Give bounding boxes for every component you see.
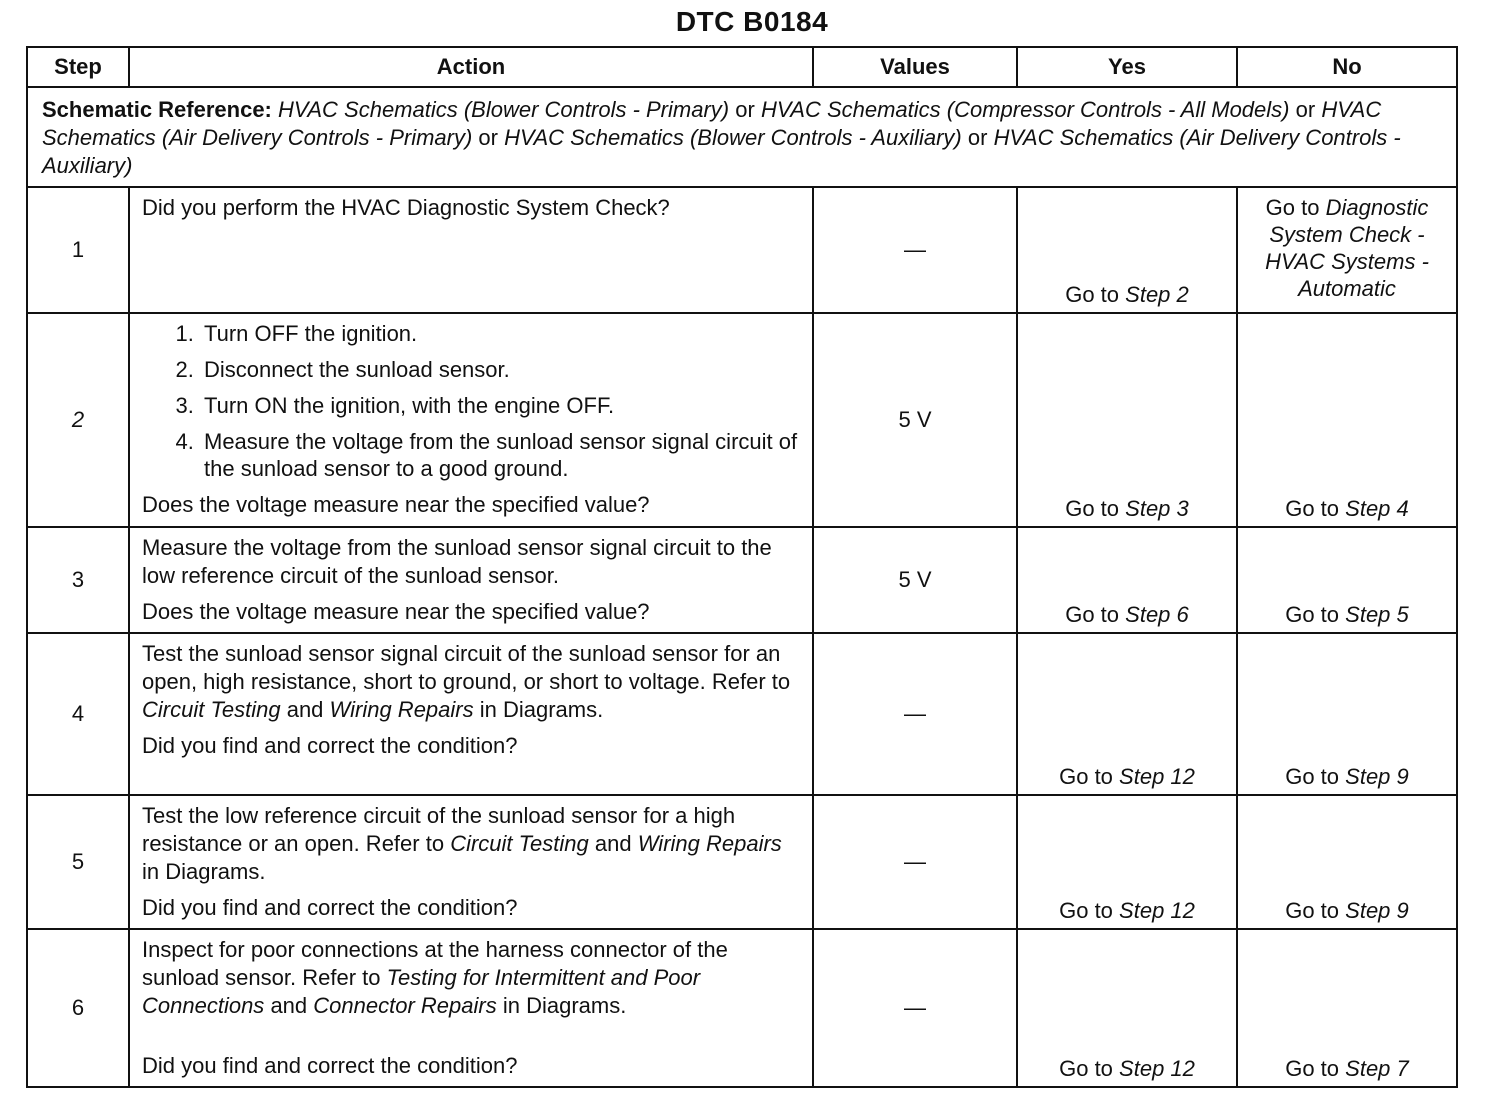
header-values: Values xyxy=(813,47,1017,87)
reference-link[interactable]: Wiring Repairs xyxy=(637,831,782,856)
reference-link[interactable]: Wiring Repairs xyxy=(329,697,474,722)
table-row-step-1 xyxy=(27,187,1457,313)
action-cell xyxy=(129,527,813,633)
schematic-link[interactable]: HVAC Schematics (Blower Controls - Auxiliary) xyxy=(504,125,962,150)
substep-list xyxy=(142,320,800,482)
schematic-link[interactable]: HVAC Schematics (Air Delivery Controls - Primary) xyxy=(42,97,1382,150)
no-cell: Go to Step 4 xyxy=(1237,313,1457,527)
step-number: 4 xyxy=(27,633,129,795)
yes-link[interactable]: Step 6 xyxy=(1125,602,1189,627)
action-text: Measure the voltage from the sunload sensor signal circuit to the low reference circuit of the sunload sensor. xyxy=(142,535,772,588)
action-question: Does the voltage measure near the specified value? xyxy=(142,492,650,517)
yes-link[interactable]: Step 12 xyxy=(1119,764,1195,789)
yes-link[interactable]: Step 12 xyxy=(1119,898,1195,923)
action-cell xyxy=(129,633,813,795)
action-question: Did you find and correct the condition? xyxy=(142,1053,518,1078)
yes-cell: Go to Step 6 xyxy=(1017,527,1237,633)
document-title: DTC B0184 xyxy=(675,6,829,37)
no-link[interactable]: Step 5 xyxy=(1345,602,1409,627)
action-text: Test the low reference circuit of the sunload sensor for a high resistance or an open. Refer to Circuit Testing and Wiring Repairs in Diagrams. xyxy=(142,803,782,884)
schematic-reference-label: Schematic Reference: xyxy=(42,97,272,122)
substep: 1. Turn OFF the ignition. xyxy=(200,320,800,347)
yes-cell: Go to Step 2 xyxy=(1017,187,1237,313)
table-row-step-6 xyxy=(27,929,1457,1087)
no-cell: Go to Diagnostic System Check - HVAC Systems - Automatic xyxy=(1237,187,1457,313)
spacer xyxy=(142,1020,800,1044)
action-question: Did you perform the HVAC Diagnostic System Check? xyxy=(142,195,670,220)
action-question: Did you find and correct the condition? xyxy=(142,895,518,920)
table-row-step-3 xyxy=(27,527,1457,633)
no-link[interactable]: Step 9 xyxy=(1345,898,1409,923)
table-row-step-4 xyxy=(27,633,1457,795)
reference-link[interactable]: Testing for Intermittent and Poor Connections xyxy=(142,965,701,1018)
schematic-link[interactable]: HVAC Schematics (Blower Controls - Primary) xyxy=(278,97,730,122)
reference-link[interactable]: Circuit Testing xyxy=(450,831,589,856)
schematic-link[interactable]: HVAC Schematics (Air Delivery Controls - Auxiliary) xyxy=(42,125,1401,178)
action-question: Does the voltage measure near the specified value? xyxy=(142,599,650,624)
no-link[interactable]: Diagnostic System Check - HVAC Systems - Automatic xyxy=(1265,195,1429,301)
no-cell: Go to Step 7 xyxy=(1237,929,1457,1087)
step-number: 5 xyxy=(27,795,129,929)
no-link[interactable]: Step 7 xyxy=(1345,1056,1409,1081)
table-row-step-2 xyxy=(27,313,1457,527)
step-number: 6 xyxy=(27,929,129,1087)
substep: 2. Disconnect the sunload sensor. xyxy=(200,356,800,383)
no-cell: Go to Step 9 xyxy=(1237,633,1457,795)
yes-link[interactable]: Step 3 xyxy=(1125,496,1189,521)
substep: 4. Measure the voltage from the sunload sensor signal circuit of the sunload sensor to a good ground. xyxy=(200,428,800,482)
no-link[interactable]: Step 4 xyxy=(1345,496,1409,521)
no-cell: Go to Step 5 xyxy=(1237,527,1457,633)
header-row xyxy=(27,47,1457,87)
action-text: Test the sunload sensor signal circuit of the sunload sensor for an open, high resistance, short to ground, or short to voltage. Refer to Circuit Testing and Wiring Repairs in Diagrams. xyxy=(142,641,791,722)
schematic-reference-row xyxy=(27,87,1457,187)
action-cell xyxy=(129,795,813,929)
table-row-step-5 xyxy=(27,795,1457,929)
step-number: 3 xyxy=(27,527,129,633)
schematic-reference: Schematic Reference: HVAC Schematics (Blower Controls - Primary) or HVAC Schematics (Compressor Controls - All Models) or HVAC Schematics (Air Delivery Controls - Primary) or HVAC Schematics (Blower Controls - Auxiliary) or HVAC Schematics (Air Delivery Controls - Auxiliary) xyxy=(27,87,1457,187)
no-link[interactable]: Step 9 xyxy=(1345,764,1409,789)
schematic-link[interactable]: HVAC Schematics (Compressor Controls - All Models) xyxy=(760,97,1290,122)
step-number: 1 xyxy=(27,187,129,313)
reference-link[interactable]: Circuit Testing xyxy=(142,697,281,722)
value-cell: — xyxy=(813,795,1017,929)
value-cell: 5 V xyxy=(813,313,1017,527)
header-yes: Yes xyxy=(1017,47,1237,87)
action-cell xyxy=(129,313,813,527)
no-cell: Go to Step 9 xyxy=(1237,795,1457,929)
value-cell: — xyxy=(813,633,1017,795)
value-cell: — xyxy=(813,929,1017,1087)
action-cell xyxy=(129,187,813,313)
substep: 3. Turn ON the ignition, with the engine OFF. xyxy=(200,392,800,419)
value-cell: 5 V xyxy=(813,527,1017,633)
diagnostic-table xyxy=(26,46,1458,1088)
yes-link[interactable]: Step 12 xyxy=(1119,1056,1195,1081)
header-action: Action xyxy=(129,47,813,87)
header-step: Step xyxy=(27,47,129,87)
yes-cell: Go to Step 12 xyxy=(1017,929,1237,1087)
yes-cell: Go to Step 12 xyxy=(1017,795,1237,929)
value-cell: — xyxy=(813,187,1017,313)
yes-cell: Go to Step 3 xyxy=(1017,313,1237,527)
step-number: 2 xyxy=(27,313,129,527)
action-question: Did you find and correct the condition? xyxy=(142,733,518,758)
reference-link[interactable]: Connector Repairs xyxy=(313,993,497,1018)
action-cell xyxy=(129,929,813,1087)
action-text: Inspect for poor connections at the harness connector of the sunload sensor. Refer to Testing for Intermittent and Poor Connections and Connector Repairs in Diagrams. xyxy=(142,937,728,1018)
header-no: No xyxy=(1237,47,1457,87)
yes-cell: Go to Step 12 xyxy=(1017,633,1237,795)
yes-link[interactable]: Step 2 xyxy=(1125,282,1189,307)
